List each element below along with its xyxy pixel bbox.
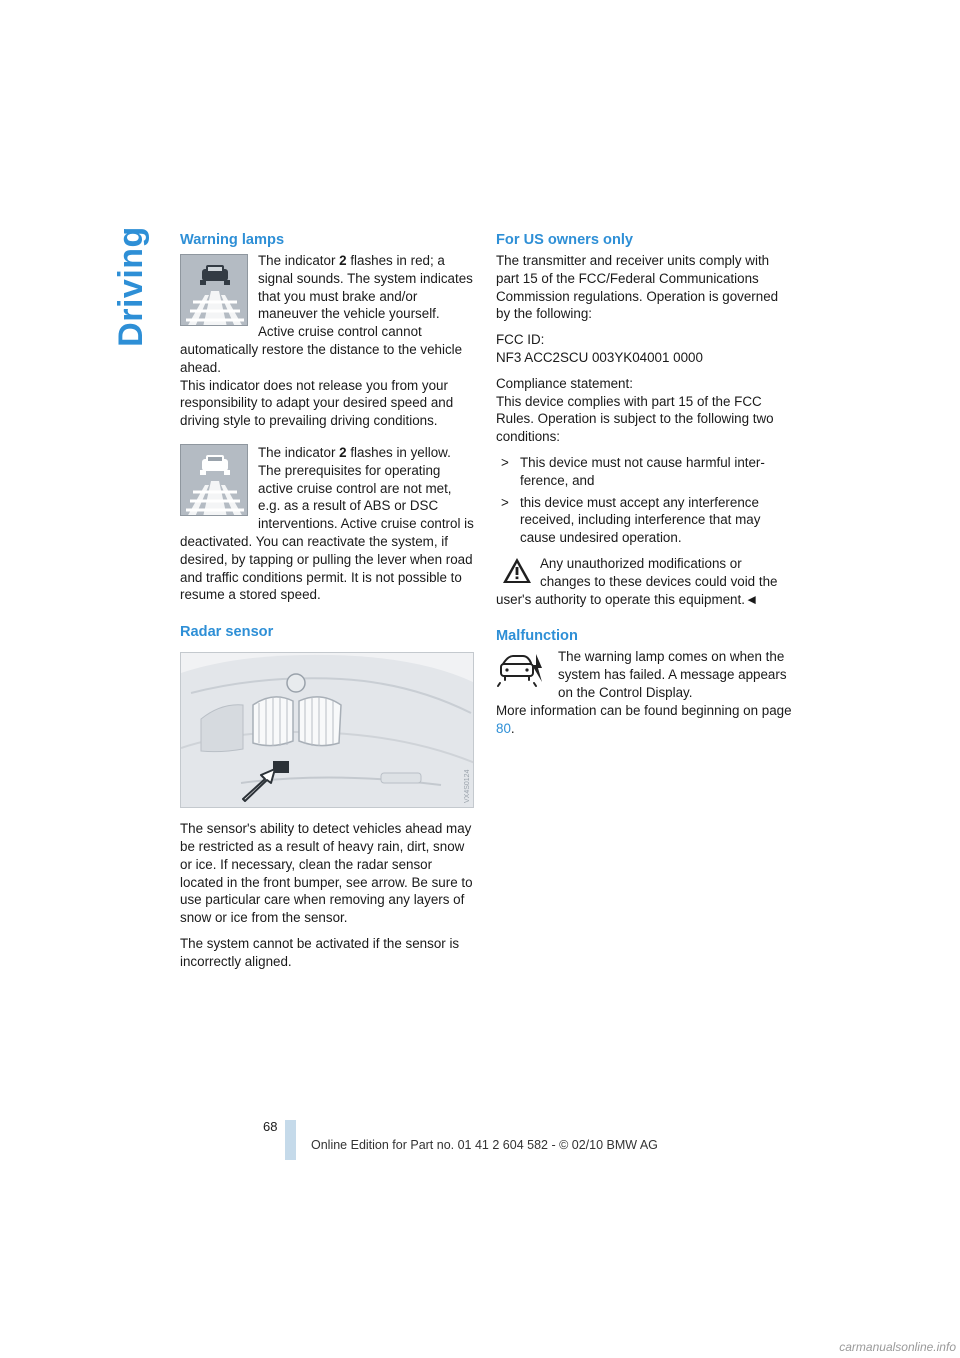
yellow-indicator-text: flashes in yellow. The prerequisites for operating active cruise control are not met, e.g. as a result of ABS or DSC interventions. Active cruise control is deactivated. You can reactivate the system, if desired, by tapping or pulling the lever when road and traffic conditions permit. It is not possible to resume a stored speed. [180,444,474,603]
compliance-statement-label: Compliance statement: [496,375,633,391]
footer-bar [285,1120,296,1160]
conditions-list [496,454,792,547]
yellow-indicator-lamp-icon [180,444,248,516]
end-mark: ◄ [744,591,759,607]
chapter-side-tab [108,226,154,347]
warning-lamps-heading: Warning lamps [180,232,285,248]
radar-cleaning-text: The sensor's ability to detect vehicles ahead may be restricted as a result of heavy rain, dirt, snow or ice. If necessary, clean the radar sensor located in the front bumper, see arrow. Be sure to use particular care when removing any layers of snow or ice from the sensor. [180,821,473,926]
us-owners-heading: For US owners only [496,232,634,248]
list-item: > This device must not cause harmful interference, and [501,454,765,488]
yellow-indicator-text-pre: The indicator [258,444,340,460]
chapter-title: Driving [111,226,150,347]
right-column: For US owners only The transmitter and receiver units comply with part 15 of the FCC/Federal Communications Commission regulations. Operation is governed by the following: FCC ID: NF3 ACC2SCU 003YK04001 0000 Compliance statement: This device complies with part 15 of the FCC Rules. Operation is subject to the following two conditions: > This device must not cause harmful interference, and > this device must accept any interference received, including interference that may cause undesired operation. Any unauthorized modifications or changes to these devices could void the user's authority to operate this equipment.◄ Malfunction The warning lamp comes on when the system has failed. A message appears on the Control Display. More information can be found beginning on page 80. [496,232,792,736]
unauthorized-modifications-warning: Any unauthorized modifications or changes to these devices could void the user's authority to operate this equipment. [496,555,778,607]
compliance-statement-text: This device complies with part 15 of the FCC Rules. Operation is subject to the following two conditions: [496,393,774,445]
image-code: VX4S0124 [464,769,471,804]
bullet-marker: > [501,494,509,510]
list-item: > this device must accept any interference received, including interference that may cause undesired operation. [501,494,761,546]
malfunction-text: The warning lamp comes on when the system has failed. A message appears on the Control Display. [558,649,787,700]
left-column [180,230,476,979]
malfunction-heading: Malfunction [496,628,578,645]
watermark: carmanualsonline.info [839,1340,956,1354]
bullet-marker: > [501,454,509,470]
more-info-text: More information can be found beginning on page [496,702,792,718]
yellow-indicator-number: 2 [339,444,347,460]
red-indicator-number: 2 [339,253,347,268]
red-indicator-lamp-icon [180,254,248,326]
radar-sensor-heading: Radar sensor [180,624,274,641]
radar-sensor-illustration [180,652,474,808]
warning-triangle-icon [502,557,532,585]
edition-footer: Online Edition for Part no. 01 41 2 604 582 - © 02/10 BMW AG [311,1138,658,1152]
page-link[interactable]: 80 [496,720,511,736]
fcc-id-value: NF3 ACC2SCU 003YK04001 0000 [496,349,703,365]
radar-alignment-text: The system cannot be activated if the sensor is incorrectly aligned. [180,935,460,969]
red-indicator-text-pre: The indicator [258,253,340,268]
red-indicator-text: flashes in red; a signal sounds. The system indicates that you must brake and/or maneuver the vehicle yourself. Active cruise control cannot automatically restore the distance to the vehicle ahead. [180,253,473,375]
responsibility-note: This indicator does not release you from your responsibility to adapt your desired speed and driving style to prevailing driving conditions. [180,377,454,429]
fcc-id-label: FCC ID: [496,332,545,348]
acc-malfunction-symbol-icon [496,650,546,690]
page-number: 68 [263,1119,278,1134]
fcc-compliance-intro: The transmitter and receiver units comply with part 15 of the FCC/Federal Communications Commission regulations. Operation is governed by the following: [496,253,779,322]
